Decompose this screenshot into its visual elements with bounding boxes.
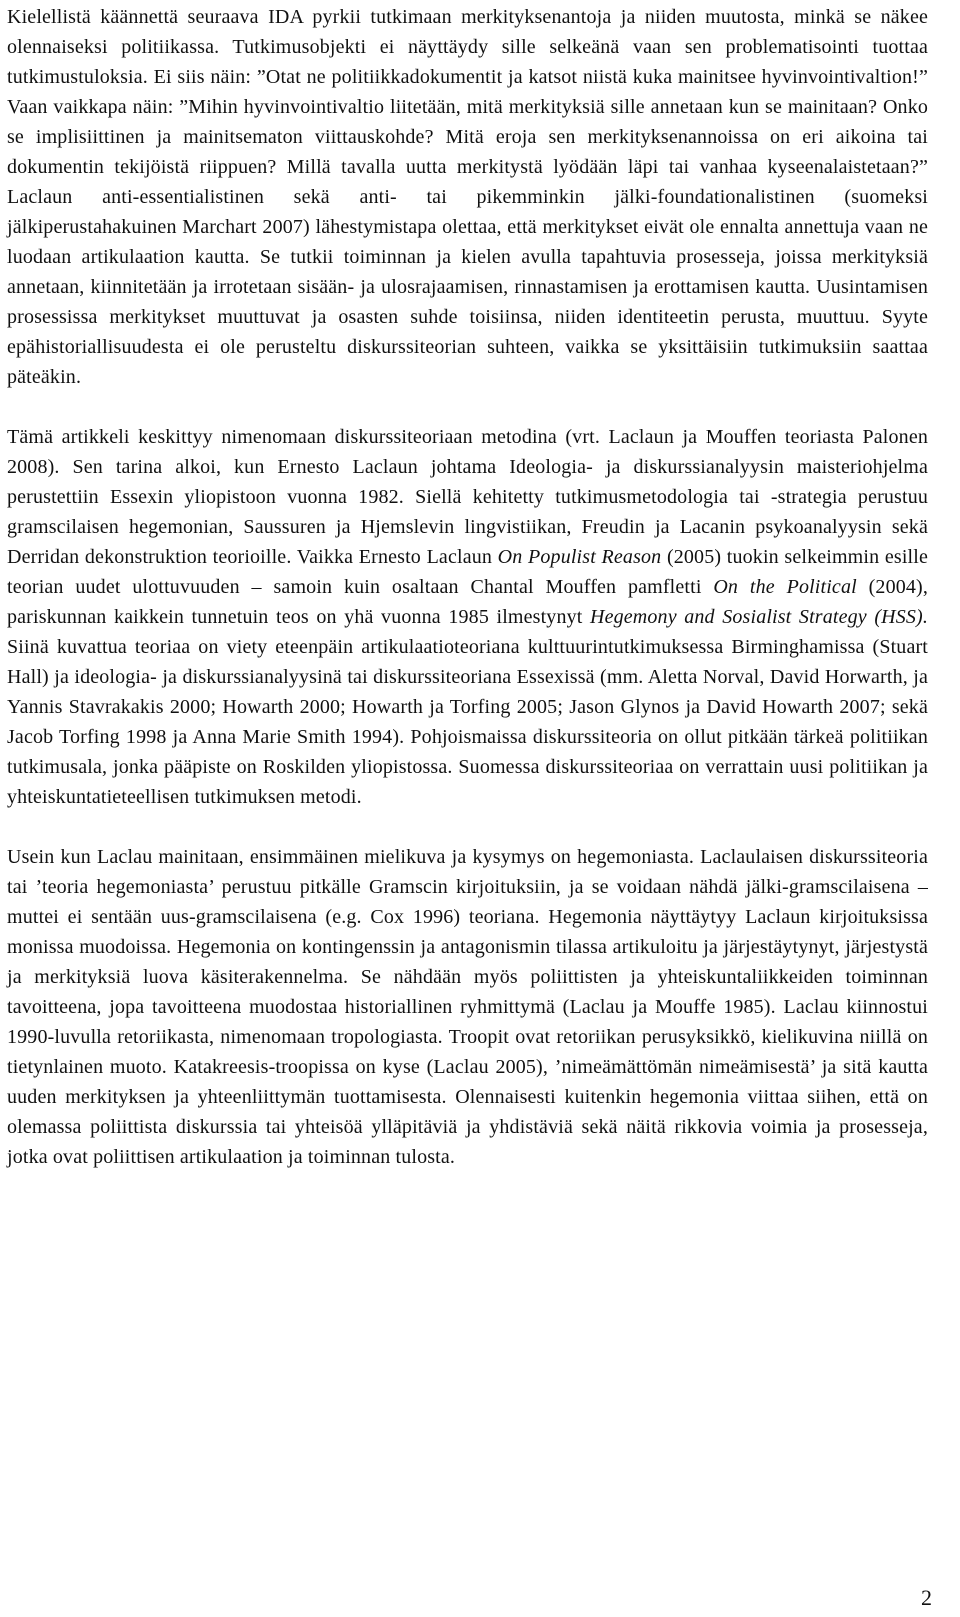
italic-title: On the Political (713, 576, 857, 598)
body-text (7, 2, 928, 1172)
text-segment: Usein kun Laclau mainitaan, ensimmäinen mielikuva ja kysymys on hegemoniasta. Laclaulaisen diskurssiteoria tai ’teoria hegemoniasta’ perustuu pitkälle Gramscin kirjoituksiin, ja se voidaan nähdä jälki-gramscilaisena – muttei ei sentään uus-gramscilaisena (e.g. Cox 1996) teoriana. Hegemonia näyttäytyy Laclaun kirjoituksissa monissa muodoissa. Hegemonia on kontingenssin ja antagonismin tilassa artikuloitu ja järjestäytynyt, järjestystä ja merkityksiä luova käsiterakennelma. Se nähdään myös poliittisten ja yhteiskuntaliikkeiden toiminnan tavoitteena, jopa tavoitteena muodostaa historiallinen ryhmittymä (Laclau ja Mouffe 1985). Laclau kiinnostui 1990-luvulla retoriikasta, nimenomaan tropologiasta. Troopit ovat retoriikan perusyksikkö, kielikuvina niillä on tietynlainen muoto. Katakreesis-troopissa on kyse (Laclau 2005), ’nimeämättömän nimeämisestä’ ja sitä kautta uuden merkityksen ja yhteenliittymän tuottamisesta. Olennaisesti kuitenkin hegemonia viittaa siihen, että on olemassa poliittista diskurssia tai yhteisöä ylläpitäviä ja yhdistäviä sekä näitä rikkovia voimia ja prosesseja, jotka ovat poliittisen artikulaation ja toiminnan tulosta. (7, 846, 928, 1168)
italic-title: On Populist Reason (497, 546, 662, 568)
italic-title: Hegemony and Sosialist Strategy (HSS). (590, 606, 928, 628)
text-segment: Tämä artikkeli keskittyy nimenomaan diskurssiteoriaan metodina (vrt. Laclaun ja Mouffen teoriasta Palonen 2008). Sen tarina alkoi, kun Ernesto Laclaun johtama Ideologia- ja diskurssianalyysin maisteriohjelma perustettiin Essexin yliopistoon vuonna 1982. Siellä kehitetty tutkimusmetodologia tai -strategia perustuu gramscilaisen hegemonian, Saussuren ja Hjemslevin lingvistiikan, Freudin ja Lacanin psykoanalyysin sekä Derridan dekonstruktion teorioille. Vaikka Ernesto Laclaun (7, 426, 928, 568)
text-segment: (2005) tuokin selkeimmin esille teorian uudet ulottuvuuden – samoin kuin osaltaan Chantal Mouffen pamfletti (7, 546, 928, 598)
paragraph-2 (7, 422, 928, 812)
page-number: 2 (921, 1585, 932, 1610)
paragraph-1 (7, 2, 928, 392)
text-segment: (2004), pariskunnan kaikkein tunnetuin teos on yhä vuonna 1985 ilmestynyt (7, 576, 928, 628)
paragraph-3 (7, 842, 928, 1172)
text-segment: Kielellistä käännettä seuraava IDA pyrkii tutkimaan merkityksenantoja ja niiden muutosta, minkä se näkee olennaiseksi politiikassa. Tutkimusobjekti ei näyttäydy sille selkeänä vaan sen problematisointi tuottaa tutkimustuloksia. Ei siis näin: ”Otat ne politiikkadokumentit ja katsot niistä kuka mainitsee hyvinvointivaltion!” Vaan vaikkapa näin: ”Mihin hyvinvointivaltio liitetään, mitä merkityksiä sille annetaan kun se mainitaan? Onko se implisiittinen ja mainitsematon viittauskohde? Mitä eroja sen merkityksenannoissa on eri aikoina tai dokumentin tekijöistä riippuen? Millä tavalla uutta merkitystä lyödään läpi tai vanhaa kyseenalaistetaan?” Laclaun anti-essentialistinen sekä anti- tai pikemminkin jälki-foundationalistinen (suomeksi jälkiperustahakuinen Marchart 2007) lähestymistapa olettaa, että merkitykset eivät ole ennalta annettuja vaan ne luodaan artikulaation kautta. Se tutkii toiminnan ja kielen avulla tapahtuvia prosesseja, joissa merkityksiä annetaan, kiinnitetään ja irrotetaan sisään- ja ulosrajaamisen, rinnastamisen ja erottamisen kautta. Uusintamisen prosessissa merkitykset muuttuvat ja osasten suhde toisiinsa, niiden identiteetin perusta, muuttuu. Syyte epähistoriallisuudesta ei ole perusteltu diskurssiteorian suhteen, vaikka se yksittäisiin tutkimuksiin saattaa päteäkin. (7, 6, 928, 388)
text-segment: Siinä kuvattua teoriaa on viety eteenpäin artikulaatioteoriana kulttuurintutkimuksessa Birminghamissa (Stuart Hall) ja ideologia- ja diskurssianalyysinä tai diskurssiteoriana Essexissä (mm. Aletta Norval, David Horwarth, ja Yannis Stavrakakis 2000; Howarth 2000; Howarth ja Torfing 2005; Jason Glynos ja David Howarth 2007; sekä Jacob Torfing 1998 ja Anna Marie Smith 1994). Pohjoismaissa diskurssiteoria on ollut pitkään tärkeä politiikan tutkimusala, jonka pääpiste on Roskilden yliopistossa. Suomessa diskurssiteoriaa on verrattain uusi politiikan ja yhteiskuntatieteellisen tutkimuksen metodi. (7, 636, 928, 808)
